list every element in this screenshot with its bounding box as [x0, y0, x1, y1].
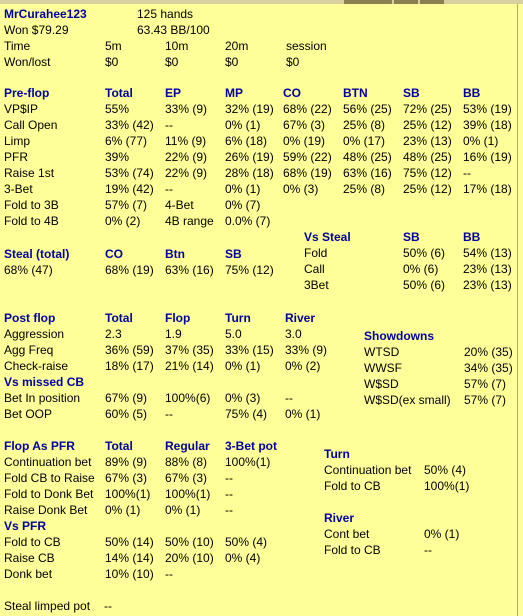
flop-pfr-cell: 67% (3)	[165, 471, 208, 485]
missed-cb-cell: 75% (4)	[225, 407, 268, 421]
missed-cb-cell: 60% (5)	[105, 407, 148, 421]
preflop-cell: 0% (1)	[225, 118, 261, 132]
river-label: Cont bet	[324, 527, 370, 541]
preflop-cell: 22% (9)	[165, 150, 208, 164]
preflop-cell: Call Open	[4, 118, 58, 132]
missed-cb-cell: --	[285, 391, 293, 405]
strip-segment	[394, 0, 418, 4]
missed-cb-cell: Bet In position	[4, 391, 81, 405]
missed-cb-cell: 0% (1)	[285, 407, 321, 421]
flop-pfr-cell: --	[225, 471, 233, 485]
flop-pfr-cell: 67% (3)	[105, 471, 148, 485]
preflop-cell: 33% (42)	[105, 118, 154, 132]
vs-pfr-cell: Raise CB	[4, 551, 55, 565]
steal-limped-label: Steal limped pot	[4, 599, 91, 613]
turn-label: Fold to CB	[324, 479, 381, 493]
preflop-cell: Raise 1st	[4, 166, 55, 180]
flop-pfr-cell: 100%(1)	[165, 487, 211, 501]
flop-pfr-header: Regular	[165, 439, 210, 453]
preflop-cell: 26% (19)	[225, 150, 274, 164]
preflop-cell: 48% (25)	[403, 150, 452, 164]
preflop-cell: 39% (18)	[463, 118, 512, 132]
preflop-cell: 55%	[105, 102, 130, 116]
postflop-cell: 5.0	[225, 327, 242, 341]
vs-pfr-cell: --	[165, 567, 173, 581]
postflop-header: Total	[105, 311, 133, 325]
flop-pfr-cell: 88% (8)	[165, 455, 208, 469]
preflop-cell: 16% (19)	[463, 150, 512, 164]
preflop-cell: 28% (18)	[225, 166, 274, 180]
missed-cb-title: Vs missed CB	[4, 375, 85, 389]
river-title: River	[324, 511, 355, 525]
showdowns-title: Showdowns	[364, 329, 434, 343]
showdown-label: W$SD	[364, 377, 399, 391]
postflop-cell: 33% (9)	[285, 343, 328, 357]
vs-steal-sb: 50% (6)	[403, 246, 446, 260]
preflop-cell: 48% (25)	[343, 150, 392, 164]
postflop-cell: Agg Freq	[4, 343, 54, 357]
turn-value: 50% (4)	[424, 463, 467, 477]
flop-pfr-cell: 0% (1)	[165, 503, 201, 517]
preflop-cell: 25% (8)	[343, 182, 386, 196]
steal-btn-header: Btn	[165, 247, 185, 261]
postflop-cell: 1.9	[165, 327, 182, 341]
postflop-cell: 0% (1)	[225, 359, 261, 373]
time-cell: 5m	[105, 39, 122, 53]
vs-pfr-cell: 50% (4)	[225, 535, 268, 549]
postflop-cell: 0% (2)	[285, 359, 321, 373]
strip-segment	[420, 0, 444, 4]
preflop-cell: 6% (18)	[225, 134, 268, 148]
vs-pfr-cell: 10% (10)	[105, 567, 154, 581]
postflop-cell: Aggression	[4, 327, 65, 341]
preflop-cell: 53% (19)	[463, 102, 512, 116]
preflop-cell: 6% (77)	[105, 134, 148, 148]
missed-cb-cell: Bet OOP	[4, 407, 53, 421]
strip-segment	[368, 0, 392, 4]
postflop-header: Post flop	[4, 311, 56, 325]
showdown-value: 34% (35)	[464, 361, 513, 375]
postflop-cell: 2.3	[105, 327, 122, 341]
vs-pfr-cell: Donk bet	[4, 567, 53, 581]
preflop-cell: 0% (17)	[343, 134, 386, 148]
missed-cb-cell: --	[165, 407, 173, 421]
time-cell: session	[286, 39, 327, 53]
showdown-value: 20% (35)	[464, 345, 513, 359]
preflop-cell: 68% (22)	[283, 102, 332, 116]
steal-sb: 75% (12)	[225, 263, 274, 277]
fold4b-label: Fold to 4B	[4, 214, 59, 228]
flop-pfr-cell: 100%(1)	[225, 455, 271, 469]
vs-steal-title: Vs Steal	[304, 230, 351, 244]
fold3b-label: Fold to 3B	[4, 198, 59, 212]
preflop-cell: Limp	[4, 134, 31, 148]
preflop-cell: 17% (18)	[463, 182, 512, 196]
flop-pfr-cell: 0% (1)	[105, 503, 141, 517]
time-cell: 20m	[225, 39, 249, 53]
vs-pfr-cell: 50% (14)	[105, 535, 154, 549]
fold4b-value: 0% (2)	[105, 214, 141, 228]
range-label: 4B range	[165, 214, 214, 228]
wonlost-cell: Won/lost	[4, 55, 51, 69]
preflop-cell: 33% (9)	[165, 102, 208, 116]
preflop-header: SB	[403, 86, 420, 100]
preflop-cell: 25% (12)	[403, 118, 452, 132]
postflop-cell: 3.0	[285, 327, 302, 341]
preflop-cell: 63% (16)	[343, 166, 392, 180]
preflop-cell: 67% (3)	[283, 118, 326, 132]
preflop-cell: 22% (9)	[165, 166, 208, 180]
preflop-cell: 0% (19)	[283, 134, 326, 148]
fourbet-label: 4-Bet	[165, 198, 194, 212]
missed-cb-cell: 67% (9)	[105, 391, 148, 405]
postflop-header: Turn	[225, 311, 251, 325]
steal-co: 68% (19)	[105, 263, 154, 277]
player-name: MrCurahee123	[4, 7, 87, 21]
preflop-cell: 0% (1)	[463, 134, 499, 148]
preflop-header: MP	[225, 86, 243, 100]
steal-btn: 63% (16)	[165, 263, 214, 277]
preflop-header: EP	[165, 86, 182, 100]
flop-pfr-header: 3-Bet pot	[225, 439, 277, 453]
flop-pfr-header: Total	[105, 439, 133, 453]
turn-title: Turn	[324, 447, 350, 461]
preflop-cell: 11% (9)	[165, 134, 207, 148]
steal-total: 68% (47)	[4, 263, 53, 277]
flop-pfr-cell: Fold CB to Raise	[4, 471, 95, 485]
time-cell: Time	[4, 39, 31, 53]
preflop-cell: 53% (74)	[105, 166, 154, 180]
turn-label: Continuation bet	[324, 463, 412, 477]
vs-steal-sb-header: SB	[403, 230, 420, 244]
vs-pfr-cell: 14% (14)	[105, 551, 154, 565]
river-value: --	[424, 543, 432, 557]
wonlost-cell: $0	[286, 55, 300, 69]
postflop-header: Flop	[165, 311, 191, 325]
postflop-cell: 36% (59)	[105, 343, 154, 357]
vs-steal-bb: 54% (13)	[463, 246, 512, 260]
preflop-cell: 3-Bet	[4, 182, 33, 196]
preflop-cell: 75% (12)	[403, 166, 452, 180]
preflop-header: Pre-flop	[4, 86, 50, 100]
preflop-header: BB	[463, 86, 481, 100]
vs-steal-sb: 0% (6)	[403, 262, 439, 276]
preflop-cell: 59% (22)	[283, 150, 332, 164]
flop-pfr-cell: --	[225, 487, 233, 501]
preflop-cell: 68% (19)	[283, 166, 332, 180]
vs-steal-bb: 23% (13)	[463, 262, 512, 276]
preflop-header: Total	[105, 86, 133, 100]
flop-pfr-cell: 100%(1)	[105, 487, 151, 501]
time-cell: 10m	[165, 39, 189, 53]
postflop-cell: 21% (14)	[165, 359, 214, 373]
river-value: 0% (1)	[424, 527, 460, 541]
flop-pfr-header: Flop As PFR	[4, 439, 75, 453]
wonlost-cell: $0	[105, 55, 119, 69]
vs-steal-bb-header: BB	[463, 230, 481, 244]
vs-pfr-cell: Fold to CB	[4, 535, 61, 549]
vs-pfr-cell: 20% (10)	[165, 551, 214, 565]
turn-value: 100%(1)	[424, 479, 470, 493]
right-border	[517, 4, 518, 616]
steal-title: Steal (total)	[4, 247, 70, 261]
flop-pfr-cell: Raise Donk Bet	[4, 503, 88, 517]
won-amount: Won $79.29	[4, 23, 69, 37]
preflop-cell: 0% (1)	[225, 182, 261, 196]
missed-cb-cell: 100%(6)	[165, 391, 211, 405]
preflop-cell: 25% (12)	[403, 182, 452, 196]
vs-pfr-cell: 0% (4)	[225, 551, 261, 565]
postflop-cell: 33% (15)	[225, 343, 274, 357]
postflop-cell: 18% (17)	[105, 359, 154, 373]
preflop-cell: 23% (13)	[403, 134, 452, 148]
vs-steal-bb: 23% (13)	[463, 278, 512, 292]
strip-segment	[344, 0, 368, 4]
vs-pfr-title: Vs PFR	[4, 519, 47, 533]
hands-count: 125 hands	[137, 7, 194, 21]
preflop-cell: 56% (25)	[343, 102, 392, 116]
preflop-cell: 0% (3)	[283, 182, 319, 196]
bb-per-100: 63.43 BB/100	[137, 23, 210, 37]
fourbet-value: 0% (7)	[225, 198, 261, 212]
vs-steal-sb: 50% (6)	[403, 278, 446, 292]
preflop-cell: 19% (42)	[105, 182, 154, 196]
preflop-cell: 25% (8)	[343, 118, 386, 132]
title-strip	[0, 0, 523, 4]
showdown-label: WTSD	[364, 345, 400, 359]
fold3b-value: 57% (7)	[105, 198, 148, 212]
preflop-cell: PFR	[4, 150, 28, 164]
wonlost-cell: $0	[225, 55, 239, 69]
preflop-cell: 32% (19)	[225, 102, 274, 116]
preflop-cell: --	[463, 166, 471, 180]
showdown-value: 57% (7)	[464, 393, 507, 407]
vs-pfr-cell: 50% (10)	[165, 535, 214, 549]
preflop-header: CO	[283, 86, 301, 100]
flop-pfr-cell: Fold to Donk Bet	[4, 487, 94, 501]
steal-limped-value: --	[104, 599, 112, 613]
steal-co-header: CO	[105, 247, 123, 261]
vs-steal-label: 3Bet	[304, 278, 329, 292]
preflop-cell: --	[165, 182, 173, 196]
preflop-cell: --	[165, 118, 173, 132]
range-value: 0.0% (7)	[225, 214, 271, 228]
wonlost-cell: $0	[165, 55, 179, 69]
showdown-value: 57% (7)	[464, 377, 507, 391]
preflop-cell: 72% (25)	[403, 102, 452, 116]
missed-cb-cell: 0% (3)	[225, 391, 261, 405]
preflop-cell: 39%	[105, 150, 130, 164]
flop-pfr-cell: Continuation bet	[4, 455, 92, 469]
steal-sb-header: SB	[225, 247, 242, 261]
postflop-cell: 37% (35)	[165, 343, 214, 357]
showdown-label: WWSF	[364, 361, 402, 375]
flop-pfr-cell: 89% (9)	[105, 455, 148, 469]
showdown-label: W$SD(ex small)	[364, 393, 451, 407]
river-label: Fold to CB	[324, 543, 381, 557]
vs-steal-label: Call	[304, 262, 325, 276]
preflop-cell: VP$IP	[4, 102, 39, 116]
preflop-header: BTN	[343, 86, 368, 100]
postflop-header: River	[285, 311, 316, 325]
flop-pfr-cell: --	[225, 503, 233, 517]
vs-steal-label: Fold	[304, 246, 328, 260]
postflop-cell: Check-raise	[4, 359, 69, 373]
